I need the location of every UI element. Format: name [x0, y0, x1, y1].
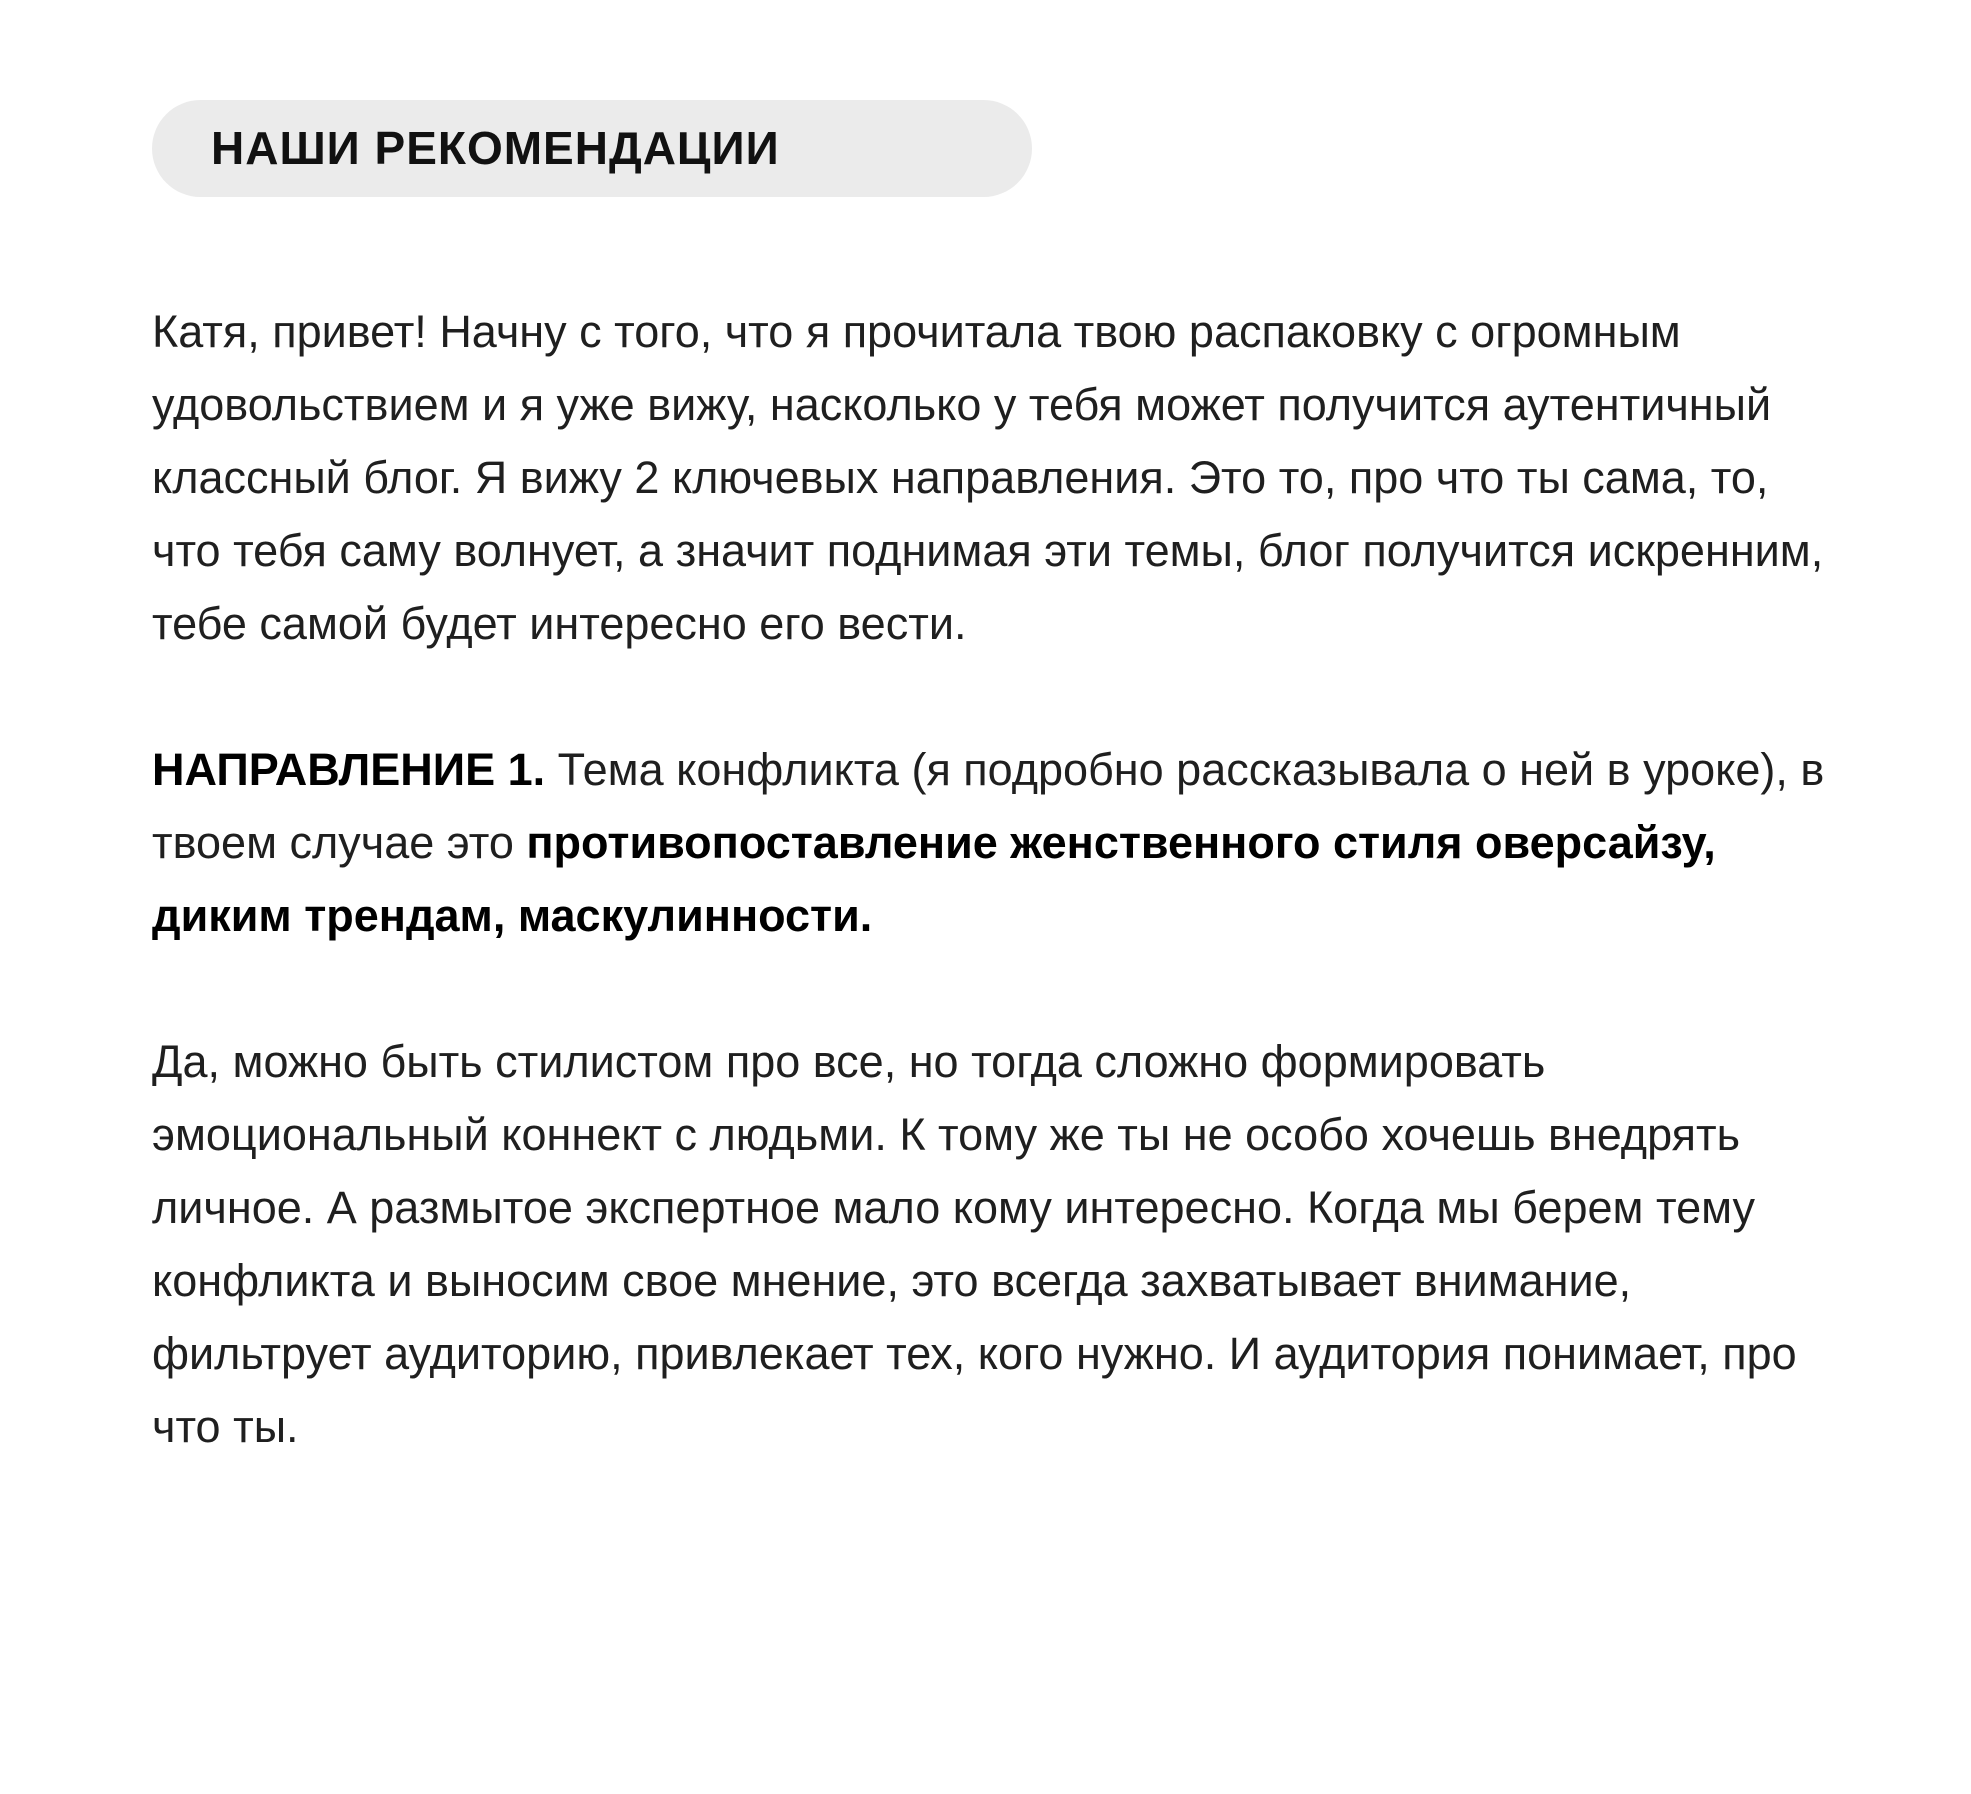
- recommendations-page: [152, 100, 1852, 1463]
- body-paragraph: Да, можно быть стилистом про все, но тогда сложно формировать эмоциональный коннект с людьми. К тому же ты не особо хочешь внедрять личное. А размытое экспертное мало кому интересно. Когда мы берем тему конфликта и выносим свое мнение, это всегда захватывает внимание, фильтрует аудиторию, привлекает тех, кого нужно. И аудитория понимает, про что ты.: [152, 1036, 1797, 1452]
- direction-1-paragraph: [152, 733, 1842, 952]
- section-title-pill: НАШИ РЕКОМЕНДАЦИИ: [152, 100, 1032, 197]
- direction-1-text: Тема конфликта (я подробно рассказывала о ней в уроке), в твоем случае это: [152, 744, 1825, 868]
- direction-1-label: НАПРАВЛЕНИЕ 1.: [152, 744, 546, 795]
- intro-paragraph: Катя, привет! Начну с того, что я прочитала твою распаковку с огромным удовольствием и я уже вижу, насколько у тебя может получится аутентичный классный блог. Я вижу 2 ключевых направления. Это то, про что ты сама, то, что тебя саму волнует, а значит поднимая эти темы, блог получится искренним, тебе самой будет интересно его вести.: [152, 306, 1824, 649]
- direction-1-emphasis: противопоставление женственного стиля оверсайзу, диким трендам, маскулинности.: [152, 817, 1716, 941]
